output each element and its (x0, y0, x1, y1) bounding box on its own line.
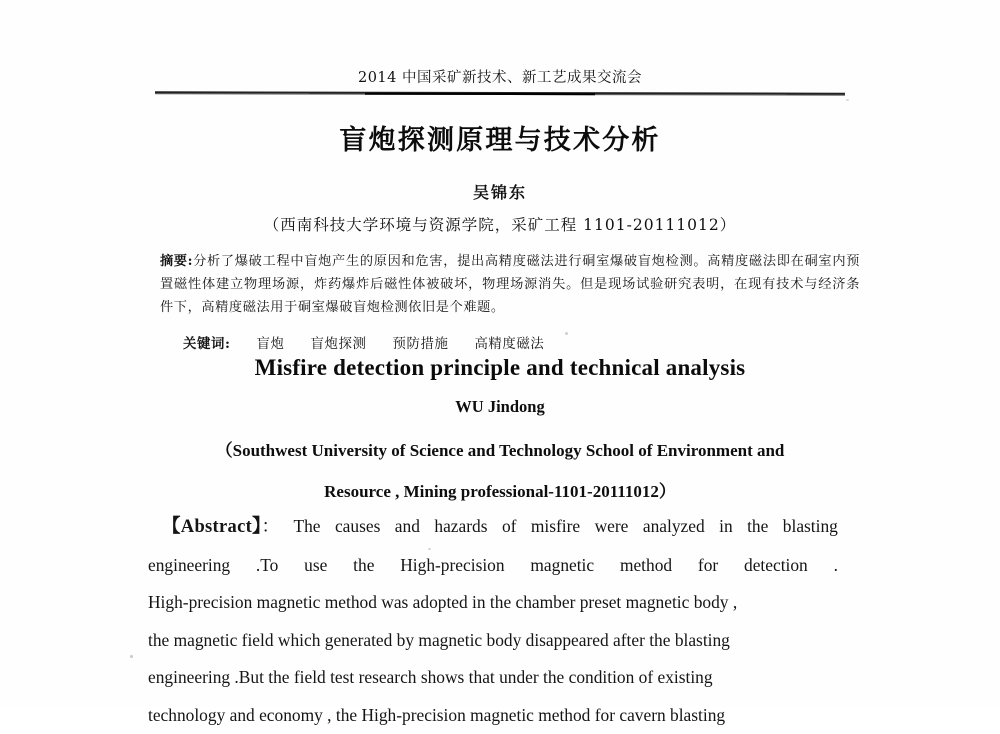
keyword-item: 高精度磁法 (474, 337, 544, 352)
header-rule-divider (155, 91, 845, 95)
page-title-english: Misfire detection principle and technical analysis (0, 355, 1000, 381)
abstract-word: use (304, 547, 327, 585)
abstract-word: the (353, 547, 374, 585)
abstract-word: magnetic (530, 547, 594, 585)
abstract-english-line: engineering .But the field test research shows that under the condition of existing (148, 659, 838, 697)
abstract-word: the (747, 508, 768, 547)
abstract-word: .To (256, 547, 278, 585)
abstract-label-english-group (148, 508, 279, 547)
abstract-word: . (834, 547, 838, 585)
author-chinese: 吴锦东 (0, 180, 1000, 203)
abstract-word: blasting (783, 508, 838, 547)
abstract-label-chinese: 摘要: (160, 254, 193, 269)
abstract-word: in (719, 508, 733, 547)
abstract-word: High-precision (400, 547, 504, 585)
abstract-english-line: technology and economy , the High-precision magnetic method for cavern blasting (148, 697, 838, 734)
abstract-word: The (293, 508, 320, 547)
keyword-item: 盲炮 (257, 337, 285, 352)
abstract-word: detection (744, 547, 808, 585)
affiliation-english (150, 430, 850, 512)
scan-speck (846, 99, 849, 101)
keyword-item: 预防措施 (392, 337, 448, 352)
abstract-english-line (148, 547, 838, 585)
affiliation-english-line1: （Southwest University of Science and Technology School of Environment and (150, 430, 850, 471)
scan-speck (130, 655, 133, 658)
abstract-word: of (502, 508, 517, 547)
keywords-chinese (183, 333, 883, 352)
abstract-word: hazards (434, 508, 487, 547)
abstract-word: were (595, 508, 629, 547)
keyword-item: 盲炮探测 (311, 337, 367, 352)
abstract-english-line: the magnetic field which generated by magnetic body disappeared after the blasting (148, 622, 838, 660)
abstract-text-chinese: 分析了爆破工程中盲炮产生的原因和危害，提出高精度磁法进行硐室爆破盲炮检测。高精度磁法即在硐室内预置磁性体建立物理场源，炸药爆炸后磁性体被破坏，物理场源消失。但是现场试验研究表明，在现有技术与经济条件下，高精度磁法用于硐室爆破盲炮检测依旧是个难题。 (160, 254, 860, 315)
abstract-english-line: High-precision magnetic method was adopted in the chamber preset magnetic body , (148, 584, 838, 622)
abstract-colon-english: ： (262, 516, 279, 536)
abstract-word: for (698, 547, 718, 585)
affiliation-chinese: （西南科技大学环境与资源学院，采矿工程 1101-20111012） (0, 213, 1000, 235)
keywords-label-chinese: 关键词: (183, 336, 231, 352)
author-english: WU Jindong (0, 397, 1000, 417)
affiliation-english-line2: Resource , Mining professional-1101-20111012） (150, 471, 850, 512)
abstract-word: and (395, 508, 420, 547)
abstract-english (148, 508, 838, 734)
abstract-word: misfire (531, 508, 580, 547)
running-header-text: 2014 中国采矿新技术、新工艺成果交流会 (155, 66, 845, 87)
running-header (155, 66, 845, 87)
abstract-chinese (160, 250, 860, 319)
abstract-label-english: 【Abstract】 (162, 517, 262, 537)
abstract-word: causes (335, 508, 380, 547)
page-title-chinese: 盲炮探测原理与技术分析 (0, 118, 1000, 157)
abstract-word: engineering (148, 547, 230, 585)
abstract-word: analyzed (643, 508, 705, 547)
abstract-word: method (620, 547, 672, 585)
abstract-english-line (148, 508, 838, 547)
